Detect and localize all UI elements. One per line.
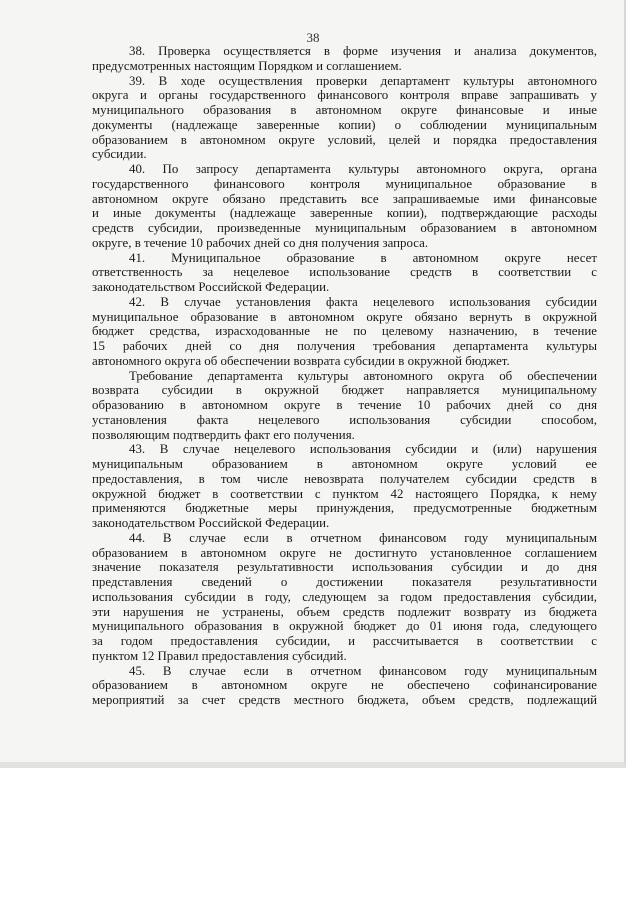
text-line: образованию в автономном округе в течение 10 рабочих дней со дня	[92, 398, 597, 412]
text-line: бюджет средства, израсходованные не по целевому назначению, в течение	[92, 324, 597, 339]
text-line: возврата субсидии в окружной бюджет направляется муниципальному	[92, 383, 597, 398]
text-line: мероприятий за счет средств местного бюджета, объем средств, подлежащий	[92, 693, 597, 707]
text-line: субсидии.	[92, 147, 147, 162]
text-line: образованием в автономном округе не достигнуто установленное соглашением	[92, 545, 597, 560]
text-line: законодательством Российской Федерации.	[92, 280, 330, 294]
text-line: предоставления, в том числе невозврата получателем субсидии средств в	[92, 471, 597, 486]
text-line: образованием в автономном округе не обеспечено софинансирование	[92, 678, 597, 693]
text-line: автономного округа об обеспечении возврата субсидии в окружной бюджет.	[92, 353, 510, 368]
text-line: законодательством Российской Федерации.	[92, 516, 330, 530]
text-line: применяются бюджетные меры принуждения, предусмотренные бюджетным	[92, 501, 597, 516]
text-line: эти нарушения не устранены, объем средств подлежит возврату из бюджета	[92, 604, 597, 619]
text-line: 42. В случае установления факта нецелевого использования субсидии	[129, 294, 597, 309]
text-line: Требование департамента культуры автономного округа об обеспечении	[129, 368, 597, 383]
text-line: пунктом 12 Правил предоставления субсидий.	[92, 648, 347, 663]
text-line: 41. Муниципальное образование в автономном округе несет	[129, 250, 597, 265]
page-number: 38	[306, 30, 320, 45]
text-line: ответственность за нецелевое использование средств в соответствии с	[92, 265, 597, 280]
text-line: муниципальным образованием в автономном округе условий ее	[92, 457, 597, 471]
text-line: за годом предоставления субсидии, и рассчитывается в соответствии с	[92, 634, 597, 648]
text-line: средств субсидии, произведенные муниципальным образованием в автономном	[92, 221, 597, 235]
text-line: 15 рабочих дней со дня получения требования департамента культуры	[92, 339, 597, 353]
text-line: установления факта нецелевого использования субсидии способом,	[92, 412, 597, 427]
text-line: муниципального образования в окружной бюджет до 01 июня года, следующего	[92, 619, 597, 634]
text-line: автономном округе обязано представить все запрашиваемые ими финансовые	[92, 191, 597, 206]
text-line: 39. В ходе осуществления проверки департамент культуры автономного	[129, 73, 597, 88]
text-line: значение показателя результативности использования субсидии и до дня	[92, 560, 597, 575]
text-line: 38. Проверка осуществляется в форме изучения и анализа документов,	[129, 44, 597, 58]
text-line: муниципальное образование в автономном округе обязано вернуть в окружной	[92, 309, 597, 324]
text-line: использования субсидии в году, следующем за годом предоставления субсидии,	[92, 589, 597, 604]
text-line: 43. В случае нецелевого использования субсидии и (или) нарушения	[129, 442, 597, 457]
text-line: 44. В случае если в отчетном финансовом году муниципальным	[129, 530, 597, 545]
text-line: образованием в автономном округе условий, целей и порядка предоставления	[92, 132, 597, 147]
text-line: предусмотренных настоящим Порядком и соглашением.	[92, 58, 402, 73]
text-line: округа и органы государственного финансового контроля вправе запрашивать у	[92, 88, 597, 103]
text-line: муниципального образования в автономном округе финансовые и иные	[92, 103, 597, 117]
text-line: документы (надлежаще заверенные копии) о соблюдении муниципальным	[92, 117, 597, 132]
text-line: окружной бюджет в соответствии с пунктом 42 настоящего Порядка, к нему	[92, 486, 597, 501]
text-line: 45. В случае если в отчетном финансовом году муниципальным	[129, 663, 597, 678]
text-line: 40. По запросу департамента культуры автономного округа, органа	[129, 162, 597, 176]
text-line: позволяющим подтвердить факт его получения.	[92, 427, 355, 442]
text-line: государственного финансового контроля муниципальное образование в	[92, 176, 597, 191]
text-line: представления сведений о достижении показателя результативности	[92, 575, 597, 589]
text-line: и иные документы (надлежаще заверенные копии), подтверждающие расходы	[92, 206, 597, 221]
text-line: округе, в течение 10 рабочих дней со дня получения запроса.	[92, 235, 429, 250]
document-body	[92, 44, 597, 708]
